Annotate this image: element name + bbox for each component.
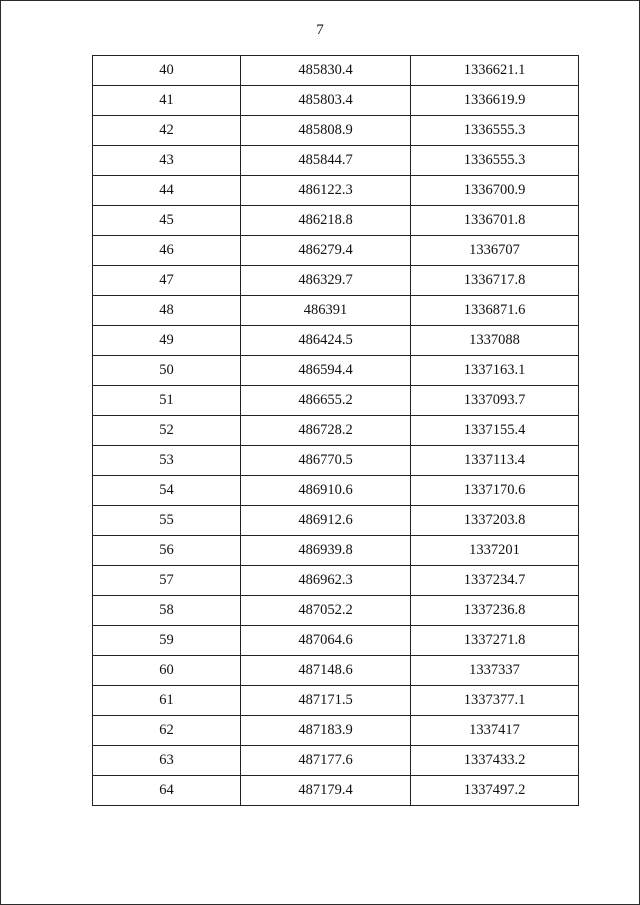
x-coordinate-cell: 487052.2 — [241, 596, 411, 626]
y-coordinate-cell: 1336619.9 — [411, 86, 579, 116]
point-number-cell: 52 — [93, 416, 241, 446]
y-coordinate-cell: 1336621.1 — [411, 56, 579, 86]
x-coordinate-cell: 486770.5 — [241, 446, 411, 476]
y-coordinate-cell: 1337417 — [411, 716, 579, 746]
point-number-cell: 44 — [93, 176, 241, 206]
page-number: 7 — [316, 22, 324, 38]
y-coordinate-cell: 1337497.2 — [411, 776, 579, 806]
x-coordinate-cell: 487179.4 — [241, 776, 411, 806]
y-coordinate-cell: 1337093.7 — [411, 386, 579, 416]
y-coordinate-cell: 1337170.6 — [411, 476, 579, 506]
table-row — [93, 56, 579, 86]
table-row — [93, 716, 579, 746]
y-coordinate-cell: 1336701.8 — [411, 206, 579, 236]
table-row — [93, 506, 579, 536]
point-number-cell: 64 — [93, 776, 241, 806]
point-number-cell: 50 — [93, 356, 241, 386]
point-number-cell: 48 — [93, 296, 241, 326]
point-number-cell: 43 — [93, 146, 241, 176]
table-row — [93, 656, 579, 686]
x-coordinate-cell: 486655.2 — [241, 386, 411, 416]
y-coordinate-cell: 1337155.4 — [411, 416, 579, 446]
table-row — [93, 236, 579, 266]
x-coordinate-cell: 485808.9 — [241, 116, 411, 146]
table-row — [93, 566, 579, 596]
table-row — [93, 416, 579, 446]
x-coordinate-cell: 486962.3 — [241, 566, 411, 596]
y-coordinate-cell: 1337337 — [411, 656, 579, 686]
y-coordinate-cell: 1337201 — [411, 536, 579, 566]
table-row — [93, 446, 579, 476]
point-number-cell: 54 — [93, 476, 241, 506]
table-row — [93, 326, 579, 356]
x-coordinate-cell: 486329.7 — [241, 266, 411, 296]
table-row — [93, 476, 579, 506]
point-number-cell: 42 — [93, 116, 241, 146]
point-number-cell: 60 — [93, 656, 241, 686]
point-number-cell: 61 — [93, 686, 241, 716]
y-coordinate-cell: 1337088 — [411, 326, 579, 356]
point-number-cell: 40 — [93, 56, 241, 86]
y-coordinate-cell: 1337203.8 — [411, 506, 579, 536]
table-row — [93, 206, 579, 236]
table-row — [93, 116, 579, 146]
x-coordinate-cell: 487171.5 — [241, 686, 411, 716]
table-row — [93, 386, 579, 416]
x-coordinate-cell: 486391 — [241, 296, 411, 326]
table-row — [93, 86, 579, 116]
table-row — [93, 626, 579, 656]
table-row — [93, 176, 579, 206]
x-coordinate-cell: 486910.6 — [241, 476, 411, 506]
point-number-cell: 47 — [93, 266, 241, 296]
table-row — [93, 296, 579, 326]
x-coordinate-cell: 485830.4 — [241, 56, 411, 86]
point-number-cell: 41 — [93, 86, 241, 116]
point-number-cell: 58 — [93, 596, 241, 626]
table-row — [93, 746, 579, 776]
point-number-cell: 57 — [93, 566, 241, 596]
x-coordinate-cell: 486218.8 — [241, 206, 411, 236]
point-number-cell: 59 — [93, 626, 241, 656]
table-row — [93, 536, 579, 566]
point-number-cell: 51 — [93, 386, 241, 416]
y-coordinate-cell: 1337271.8 — [411, 626, 579, 656]
x-coordinate-cell: 487148.6 — [241, 656, 411, 686]
x-coordinate-cell: 486279.4 — [241, 236, 411, 266]
x-coordinate-cell: 487177.6 — [241, 746, 411, 776]
table-row — [93, 596, 579, 626]
x-coordinate-cell: 486424.5 — [241, 326, 411, 356]
point-number-cell: 53 — [93, 446, 241, 476]
point-number-cell: 46 — [93, 236, 241, 266]
y-coordinate-cell: 1337236.8 — [411, 596, 579, 626]
y-coordinate-cell: 1336717.8 — [411, 266, 579, 296]
y-coordinate-cell: 1336555.3 — [411, 116, 579, 146]
y-coordinate-cell: 1337433.2 — [411, 746, 579, 776]
point-number-cell: 62 — [93, 716, 241, 746]
point-number-cell: 49 — [93, 326, 241, 356]
coordinate-table — [92, 55, 579, 806]
x-coordinate-cell: 487064.6 — [241, 626, 411, 656]
y-coordinate-cell: 1336700.9 — [411, 176, 579, 206]
table-row — [93, 146, 579, 176]
point-number-cell: 45 — [93, 206, 241, 236]
table-row — [93, 266, 579, 296]
y-coordinate-cell: 1336871.6 — [411, 296, 579, 326]
table-body — [93, 56, 579, 806]
table-row — [93, 356, 579, 386]
y-coordinate-cell: 1337377.1 — [411, 686, 579, 716]
x-coordinate-cell: 486122.3 — [241, 176, 411, 206]
x-coordinate-cell: 486594.4 — [241, 356, 411, 386]
point-number-cell: 55 — [93, 506, 241, 536]
x-coordinate-cell: 485803.4 — [241, 86, 411, 116]
y-coordinate-cell: 1337234.7 — [411, 566, 579, 596]
x-coordinate-cell: 486912.6 — [241, 506, 411, 536]
y-coordinate-cell: 1336555.3 — [411, 146, 579, 176]
y-coordinate-cell: 1337163.1 — [411, 356, 579, 386]
point-number-cell: 63 — [93, 746, 241, 776]
table-row — [93, 686, 579, 716]
x-coordinate-cell: 487183.9 — [241, 716, 411, 746]
table-row — [93, 776, 579, 806]
x-coordinate-cell: 486728.2 — [241, 416, 411, 446]
point-number-cell: 56 — [93, 536, 241, 566]
x-coordinate-cell: 485844.7 — [241, 146, 411, 176]
y-coordinate-cell: 1336707 — [411, 236, 579, 266]
y-coordinate-cell: 1337113.4 — [411, 446, 579, 476]
x-coordinate-cell: 486939.8 — [241, 536, 411, 566]
